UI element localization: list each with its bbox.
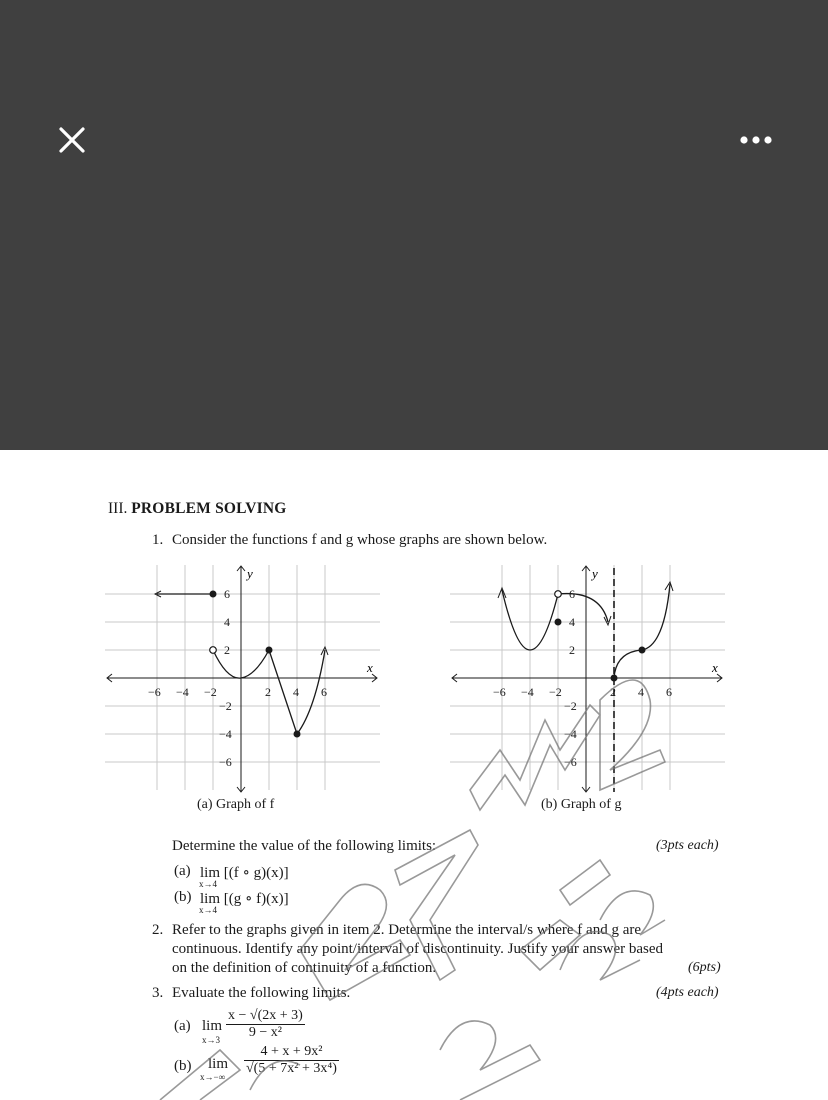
graph-g-caption: (b) Graph of g (541, 797, 622, 812)
x-tick-labels (493, 685, 672, 699)
problem-1b-subscript: x→4 (199, 905, 217, 915)
problem-3-points: (4pts each) (656, 985, 719, 1000)
problem-3a-numerator: x − √(2x + 3) (228, 1008, 303, 1023)
document-page (0, 450, 828, 1100)
x-tick-label: 4 (293, 685, 299, 699)
y-tick-label: −4 (219, 727, 232, 741)
y-tick-label: 2 (569, 643, 575, 657)
x-tick-label: 4 (638, 685, 644, 699)
problem-2-points: (6pts) (688, 960, 721, 975)
y-tick-label: 4 (569, 615, 575, 629)
x-tick-label: −4 (521, 685, 534, 699)
x-tick-label: −2 (204, 685, 217, 699)
problem-1a-label: (a) (174, 863, 191, 879)
y-tick-label: 6 (569, 587, 575, 601)
y-axis-label: y (247, 566, 253, 581)
problem-1-number: 1. (152, 532, 164, 548)
problem-1b-label: (b) (174, 889, 192, 905)
x-tick-label: 6 (666, 685, 672, 699)
problem-3b-label: (b) (174, 1058, 192, 1074)
problem-3-number: 3. (152, 985, 164, 1001)
more-options-icon (736, 128, 776, 152)
more-options-button[interactable] (736, 128, 776, 152)
problem-3b-fraction (244, 1044, 339, 1077)
x-tick-label: −4 (176, 685, 189, 699)
problem-3a-subscript: x→3 (202, 1035, 220, 1045)
closed-point (210, 591, 217, 598)
problem-3a-lim: lim (202, 1018, 223, 1034)
open-point (555, 591, 562, 598)
x-tick-labels (148, 685, 327, 699)
x-axis-label: x (712, 660, 718, 675)
open-point (210, 647, 217, 654)
y-tick-label: −2 (564, 699, 577, 713)
y-tick-label: −6 (219, 755, 232, 769)
closed-point (639, 647, 646, 654)
section-heading: III. PROBLEM SOLVING (108, 500, 287, 517)
closed-point (611, 675, 618, 682)
y-tick-label: 2 (224, 643, 230, 657)
problem-3a-label: (a) (174, 1018, 191, 1034)
x-tick-label: 2 (610, 685, 616, 699)
y-tick-label: −6 (564, 755, 577, 769)
problem-2-line-3: on the definition of continuity of a function. (172, 960, 437, 976)
problem-3b-numerator: 4 + x + 9x² (260, 1044, 323, 1059)
closed-point (266, 647, 273, 654)
y-axis-label: y (592, 566, 598, 581)
problem-1a-subscript: x→4 (199, 879, 217, 889)
x-tick-label: 2 (265, 685, 271, 699)
problem-1b-expression: lim [(g ∘ f)(x)] (200, 891, 289, 907)
y-tick-label: 4 (224, 615, 230, 629)
problem-1-instruction: Determine the value of the following limits: (172, 838, 437, 854)
problem-2-line-2: continuous. Identify any point/interval of discontinuity. Justify your answer based (172, 941, 664, 957)
x-tick-label: −6 (493, 685, 506, 699)
problem-2-number: 2. (152, 922, 164, 938)
graph-f (105, 560, 385, 800)
y-tick-label: 6 (224, 587, 230, 601)
close-icon (54, 122, 90, 158)
closed-point (294, 731, 301, 738)
problem-3b-denominator: √(5 + 7x² + 3x⁴) (246, 1061, 337, 1076)
problem-3b-lim: lim (208, 1056, 229, 1072)
x-tick-label: −6 (148, 685, 161, 699)
graph-g (450, 560, 730, 800)
problem-1a-expression: lim [(f ∘ g)(x)] (200, 865, 289, 881)
axes (107, 566, 377, 792)
x-tick-label: −2 (549, 685, 562, 699)
x-axis-label: x (367, 660, 373, 675)
y-tick-label: −4 (564, 727, 577, 741)
x-tick-label: 6 (321, 685, 327, 699)
problem-3b-subscript: x→−∞ (200, 1072, 225, 1082)
y-tick-label: −2 (219, 699, 232, 713)
problem-1-text: Consider the functions f and g whose graphs are shown below. (172, 532, 548, 548)
graph-f-caption: (a) Graph of f (197, 797, 275, 812)
close-button[interactable] (54, 122, 90, 158)
axes (452, 566, 722, 792)
viewer-top-bar (0, 0, 828, 450)
problem-2-line-1: Refer to the graphs given in item 2. Determine the interval/s where f and g are (172, 922, 641, 938)
problem-1-points: (3pts each) (656, 838, 719, 853)
closed-point (555, 619, 562, 626)
problem-3a-fraction (226, 1008, 305, 1041)
problem-3a-denominator: 9 − x² (226, 1024, 305, 1041)
problem-3-text: Evaluate the following limits. (172, 985, 351, 1001)
